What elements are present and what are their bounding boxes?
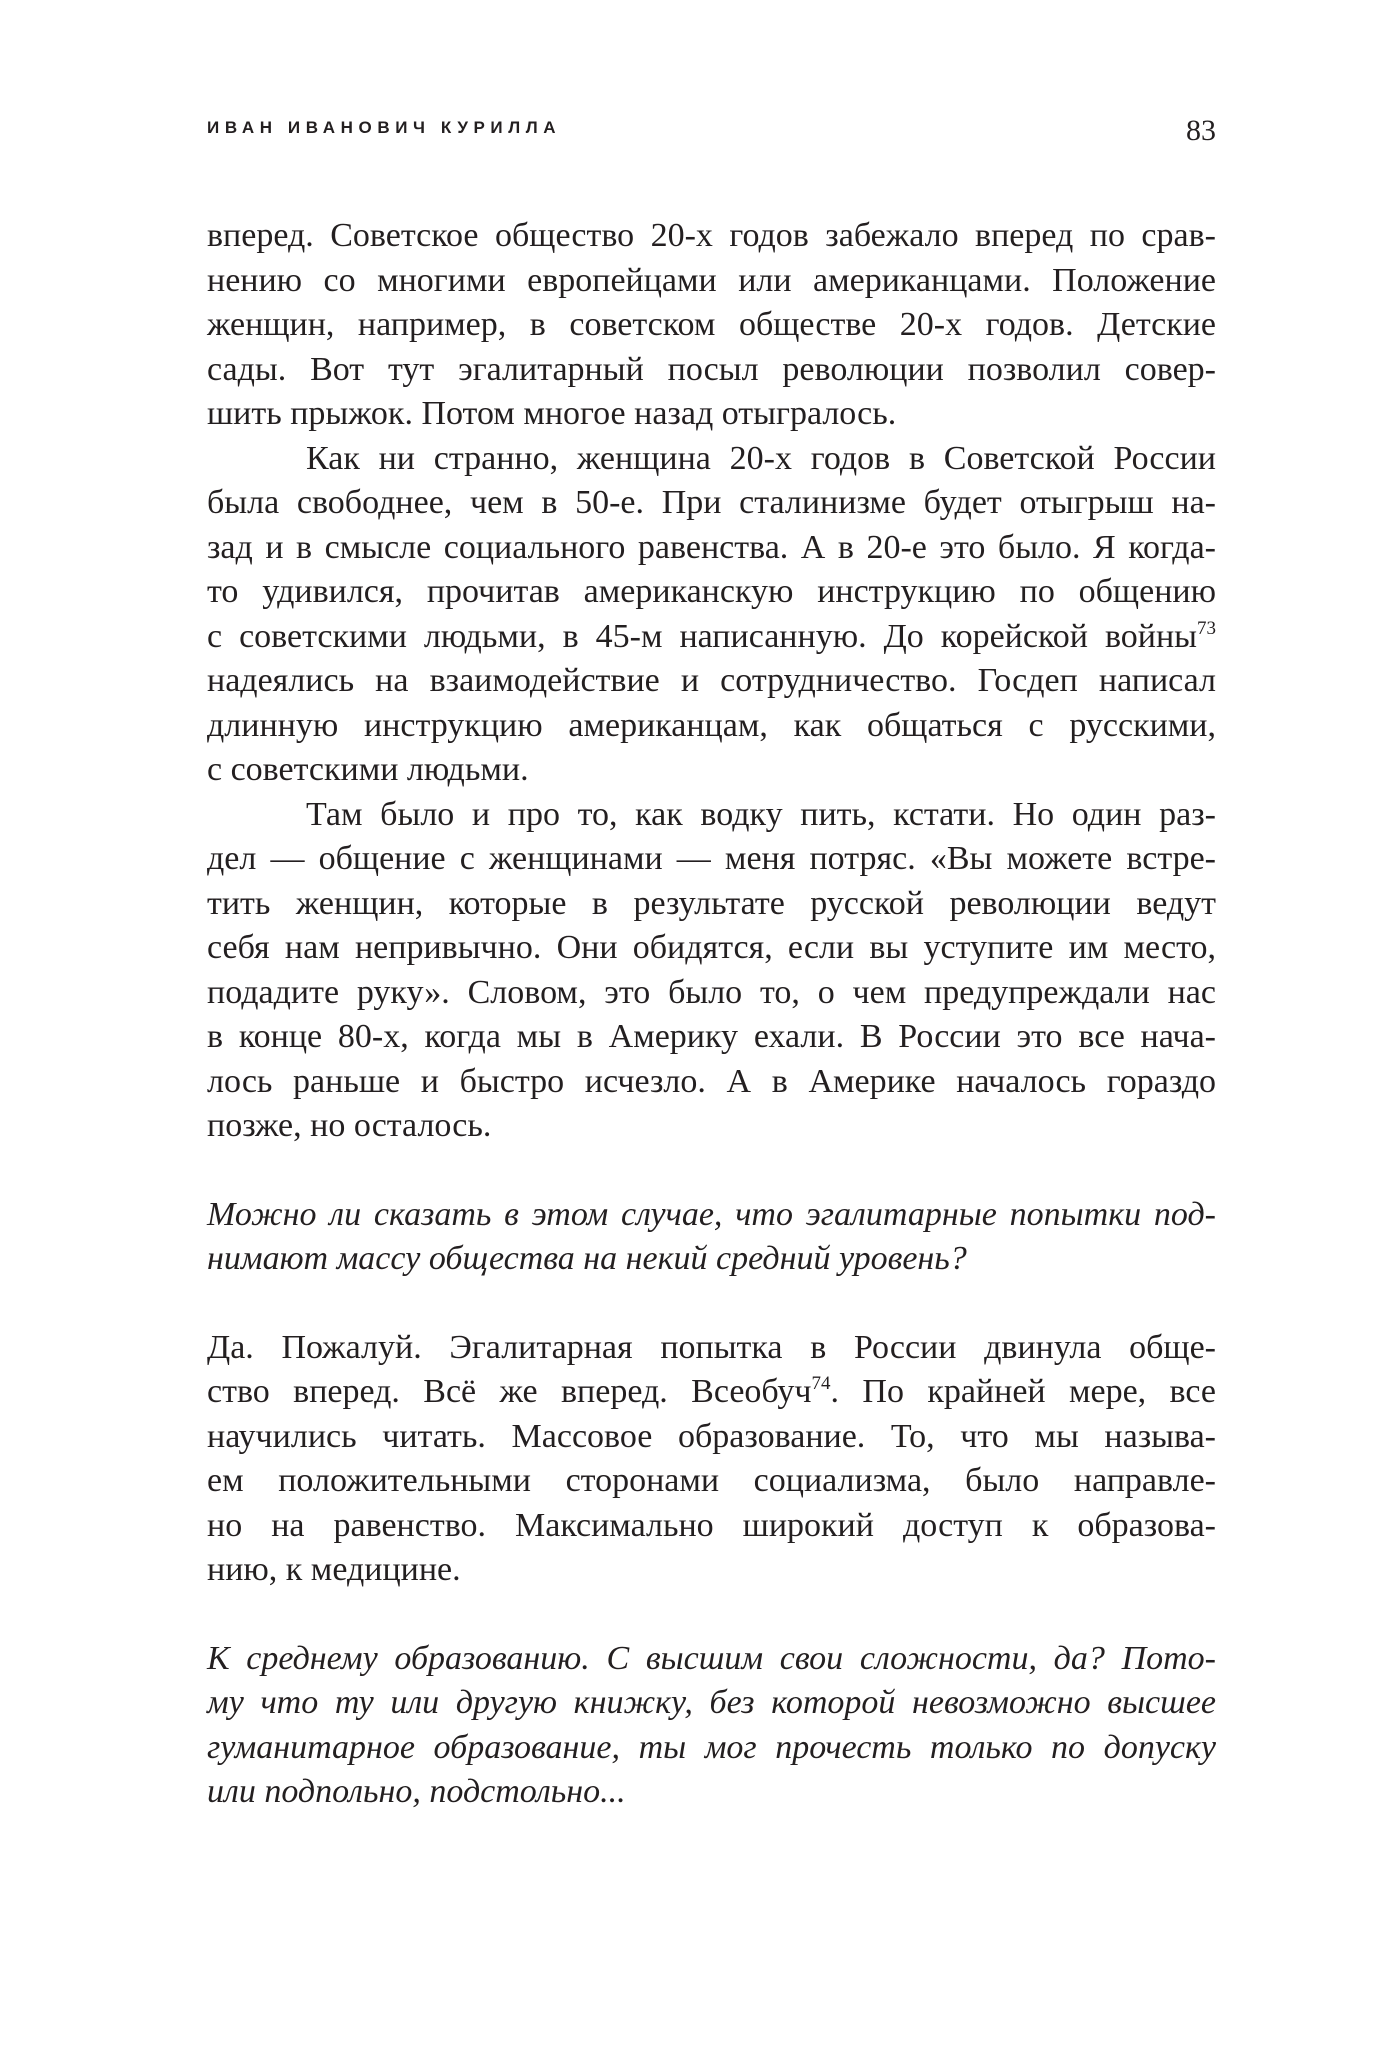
- text-line: ем положительными сторонами социализма, было направле-: [207, 1462, 1216, 1499]
- section-gap: [207, 1593, 1216, 1637]
- text-line: [207, 615, 1216, 660]
- paragraph-1: [207, 214, 1216, 437]
- text-line: позже, но осталось.: [207, 1107, 492, 1144]
- page-number: 83: [1186, 114, 1216, 147]
- text-line: была свободнее, чем в 50-е. При сталинизме будет отыгрыш на-: [207, 484, 1216, 521]
- interviewer-question-1: [207, 1193, 1216, 1282]
- text-line: нению со многими европейцами или американцами. Положение: [207, 261, 1216, 299]
- paragraph-3: [207, 793, 1216, 1149]
- text-segment: ство вперед. Всё же вперед. Всеобуч: [207, 1373, 812, 1410]
- running-title: ИВАН ИВАНОВИЧ КУРИЛЛА: [207, 118, 562, 137]
- text-line: длинную инструкцию американцам, как общаться с русскими,: [207, 706, 1216, 744]
- text-line: шить прыжок. Потом многое назад отыгралось.: [207, 395, 897, 432]
- text-line: или подпольно, подстольно...: [207, 1773, 626, 1810]
- text-line: то удивился, прочитав американскую инструкцию по общению: [207, 573, 1216, 610]
- text-line: дел — общение с женщинами — меня потряс. «Вы можете встре-: [207, 840, 1216, 877]
- text-line: сады. Вот тут эгалитарный посыл революции позволил совер-: [207, 350, 1216, 388]
- text-line: себя нам непривычно. Они обидятся, если вы уступите им место,: [207, 929, 1216, 966]
- section-gap: [207, 1282, 1216, 1326]
- text-line: но на равенство. Максимально широкий доступ к образова-: [207, 1506, 1216, 1544]
- text-line: нию, к медицине.: [207, 1551, 461, 1588]
- text-line: зад и в смысле социального равенства. А в 20-е это было. Я когда-: [207, 528, 1216, 566]
- paragraph-2: [207, 437, 1216, 793]
- text-line: нимают массу общества на некий средний уровень?: [207, 1240, 967, 1277]
- text-line: вперед. Советское общество 20-х годов забежало вперед по срав-: [207, 217, 1216, 254]
- footnote-ref-73[interactable]: 73: [1197, 617, 1216, 639]
- text-line: Да. Пожалуй. Эгалитарная попытка в России двинула обще-: [207, 1328, 1216, 1366]
- section-gap: [207, 1149, 1216, 1193]
- text-line: К среднему образованию. С высшим свои сложности, да? Пото-: [207, 1639, 1216, 1677]
- text-line: с советскими людьми.: [207, 751, 529, 788]
- text-line: лось раньше и быстро исчезло. А в Америке началось гораздо: [207, 1062, 1216, 1100]
- text-line: Как ни странно, женщина 20-х годов в Советской России: [306, 439, 1216, 477]
- interviewer-question-2: [207, 1637, 1216, 1815]
- text-line: женщин, например, в советском обществе 20-х годов. Детские: [207, 306, 1216, 343]
- text-line: подадите руку». Словом, это было то, о чем предупреждали нас: [207, 973, 1216, 1011]
- text-line: тить женщин, которые в результате русской революции ведут: [207, 884, 1216, 922]
- text-line: Можно ли сказать в этом случае, что эгалитарные попытки под-: [207, 1195, 1216, 1233]
- text-line: гуманитарное образование, ты мог прочесть только по допуску: [207, 1728, 1216, 1766]
- text-line: му что ту или другую книжку, без которой невозможно высшее: [207, 1684, 1216, 1721]
- text-segment: с советскими людьми, в 45-м написанную. До корейской войны: [207, 617, 1197, 655]
- text-line: в конце 80-х, когда мы в Америку ехали. В России это все нача-: [207, 1018, 1216, 1055]
- text-line: научились читать. Массовое образование. То, что мы называ-: [207, 1417, 1216, 1455]
- text-line: надеялись на взаимодействие и сотрудничество. Госдеп написал: [207, 662, 1216, 699]
- footnote-ref-74[interactable]: 74: [811, 1373, 831, 1394]
- text-line: Там было и про то, как водку пить, кстати. Но один раз-: [306, 795, 1216, 833]
- page-body: [207, 214, 1216, 1815]
- text-segment: . По крайней мере, все: [830, 1373, 1216, 1410]
- text-line: [207, 1370, 1216, 1415]
- answer-paragraph-1: [207, 1326, 1216, 1593]
